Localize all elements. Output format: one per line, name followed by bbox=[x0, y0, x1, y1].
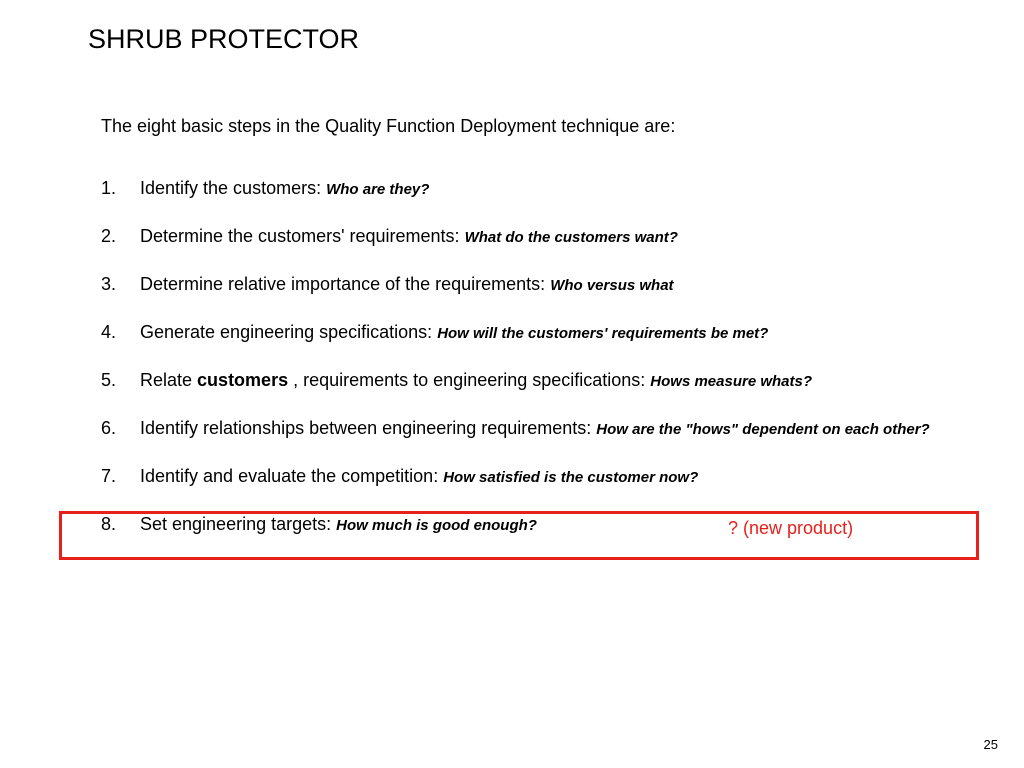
step-question: Who versus what bbox=[550, 277, 674, 294]
step-text: Generate engineering specifications: bbox=[140, 322, 438, 342]
step-number: 1. bbox=[101, 178, 117, 198]
step-text: Set engineering targets: bbox=[140, 514, 337, 534]
steps-list bbox=[101, 178, 941, 562]
step-text: Identify relationships between engineering requirements: bbox=[140, 418, 597, 438]
step-number: 8. bbox=[101, 514, 117, 534]
step-7 bbox=[101, 466, 941, 488]
step-number: 2. bbox=[101, 226, 117, 246]
step-question: How satisfied is the customer now? bbox=[443, 469, 699, 486]
step-2 bbox=[101, 226, 941, 248]
step-text: Determine relative importance of the requirements: bbox=[140, 274, 551, 294]
step-text-before: Relate bbox=[140, 370, 198, 390]
step-5 bbox=[101, 370, 941, 392]
step-number: 4. bbox=[101, 322, 117, 342]
step-number: 3. bbox=[101, 274, 117, 294]
step-6 bbox=[101, 418, 941, 440]
step-1 bbox=[101, 178, 941, 200]
step-question: Who are they? bbox=[326, 181, 430, 198]
step-question: How will the customers' requirements be met? bbox=[437, 325, 769, 342]
annotation-note: ? (new product) bbox=[728, 518, 854, 538]
step-text: Identify and evaluate the competition: bbox=[140, 466, 444, 486]
intro-text: The eight basic steps in the Quality Function Deployment technique are: bbox=[101, 116, 676, 136]
step-3 bbox=[101, 274, 941, 296]
step-4 bbox=[101, 322, 941, 344]
slide-title: SHRUB PROTECTOR bbox=[88, 24, 360, 54]
step-number: 6. bbox=[101, 418, 117, 438]
step-text: Determine the customers' requirements: bbox=[140, 226, 465, 246]
step-text: Identify the customers: bbox=[140, 178, 327, 198]
step-question: Hows measure whats? bbox=[650, 373, 813, 390]
step-text: , requirements to engineering specifications: bbox=[288, 370, 651, 390]
step-question: How much is good enough? bbox=[336, 517, 537, 534]
page-number: 25 bbox=[983, 737, 998, 752]
step-question: How are the "hows" dependent on each other? bbox=[596, 421, 930, 438]
step-number: 5. bbox=[101, 370, 117, 390]
step-question: What do the customers want? bbox=[464, 229, 678, 246]
step-number: 7. bbox=[101, 466, 117, 486]
step-bold-word: customers bbox=[197, 370, 289, 390]
